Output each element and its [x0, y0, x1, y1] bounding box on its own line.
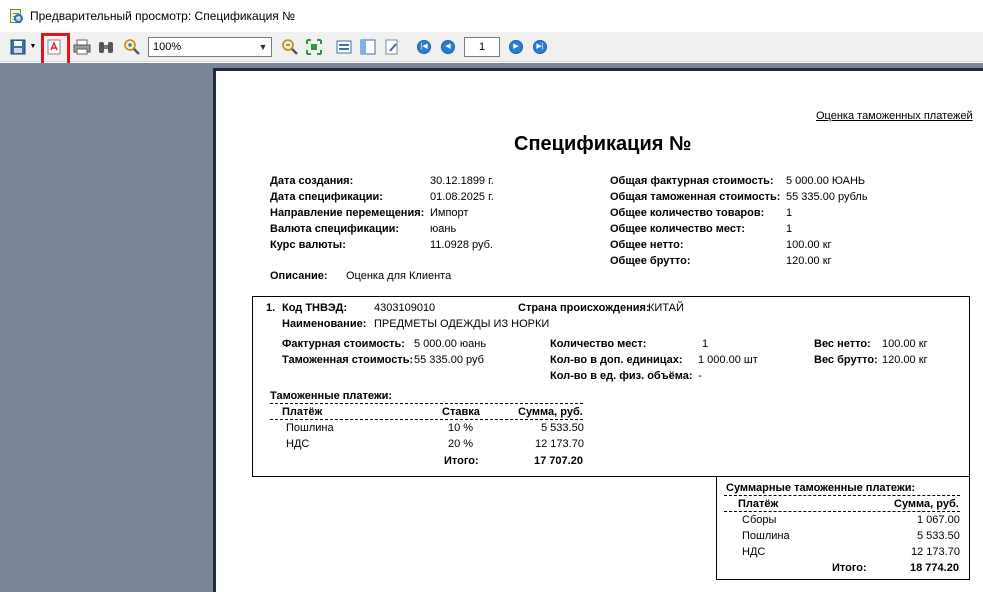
edit-page-icon[interactable] — [382, 37, 402, 57]
field-value: 5 000.00 ЮАНЬ — [786, 175, 866, 187]
net-weight-value: 100.00 кг — [882, 338, 928, 350]
page-number-input[interactable]: 1 — [464, 37, 500, 57]
customs-label: Таможенная стоимость: — [282, 354, 414, 366]
zoom-value: 100% — [153, 40, 182, 53]
field-value: 01.08.2025 г. — [430, 191, 494, 203]
tnved-label: Код ТНВЭД: — [282, 302, 347, 314]
field-label: Дата создания: — [270, 175, 354, 187]
field-label: Дата спецификации: — [270, 191, 383, 203]
item-number: 1. — [266, 302, 276, 314]
fit-page-icon[interactable] — [304, 37, 324, 57]
summary-total-label: Итого: — [832, 562, 867, 574]
field-label: Валюта спецификации: — [270, 223, 400, 235]
invoice-value: 5 000.00 юань — [414, 338, 487, 350]
zoom-out-icon[interactable] — [280, 37, 300, 57]
window-title: Предварительный просмотр: Спецификация № — [30, 9, 295, 23]
divider — [270, 419, 583, 420]
payments-title: Таможенные платежи: — [270, 390, 393, 402]
field-value: 30.12.1899 г. — [430, 175, 494, 187]
field-value: 1 — [786, 223, 793, 235]
field-value: 120.00 кг — [786, 255, 832, 267]
zoom-magnifier-icon[interactable] — [122, 37, 142, 57]
summary-row-sum: 12 173.70 — [911, 546, 960, 558]
field-value: Импорт — [430, 207, 469, 219]
payments-header-sum: Сумма, руб. — [518, 406, 583, 418]
payment-row-sum: 12 173.70 — [535, 438, 584, 450]
field-value: юань — [430, 223, 457, 235]
volume-label: Кол-во в ед. физ. объёма: — [550, 370, 693, 382]
customs-value: 55 335.00 руб — [414, 354, 484, 366]
invoice-label: Фактурная стоимость: — [282, 338, 405, 350]
name-value: ПРЕДМЕТЫ ОДЕЖДЫ ИЗ НОРКИ — [374, 318, 550, 330]
chevron-down-icon[interactable]: ▼ — [258, 41, 268, 52]
summary-header-name: Платёж — [738, 498, 779, 510]
title-bar — [0, 0, 983, 32]
summary-row-name: Сборы — [742, 514, 777, 526]
places-value: 1 — [702, 338, 709, 350]
field-value: 11.0928 руб. — [430, 239, 493, 251]
highlight-box — [41, 33, 70, 66]
summary-title: Суммарные таможенные платежи: — [726, 482, 916, 494]
summary-row-sum: 1 067.00 — [917, 514, 960, 526]
toolbar — [0, 32, 983, 62]
next-page-icon[interactable]: ▶ — [506, 37, 526, 57]
divider — [724, 511, 960, 512]
field-value: 1 — [786, 207, 793, 219]
payment-row-rate: 10 % — [448, 422, 474, 434]
field-label: Общее количество товаров: — [610, 207, 765, 219]
payment-row-rate: 20 % — [448, 438, 474, 450]
places-label: Количество мест: — [550, 338, 647, 350]
outline-icon[interactable] — [358, 37, 378, 57]
description-value: Оценка для Клиента — [346, 270, 452, 282]
volume-value: - — [698, 370, 702, 382]
save-icon[interactable] — [8, 37, 28, 57]
save-dropdown-arrow-icon[interactable]: ▼ — [29, 43, 37, 50]
field-label: Направление перемещения: — [270, 207, 425, 219]
country-value: КИТАЙ — [648, 302, 684, 314]
prev-page-icon[interactable]: ◀ — [438, 37, 458, 57]
field-label: Общая фактурная стоимость: — [610, 175, 774, 187]
country-label: Страна происхождения: — [518, 302, 650, 314]
preview-app-icon — [8, 8, 24, 24]
summary-row-name: НДС — [742, 546, 766, 558]
payment-row-sum: 5 533.50 — [541, 422, 584, 434]
addunits-label: Кол-во в доп. единицах: — [550, 354, 683, 366]
field-label: Курс валюты: — [270, 239, 346, 251]
gross-weight-value: 120.00 кг — [882, 354, 928, 366]
printer-icon[interactable] — [72, 37, 92, 57]
summary-row-name: Пошлина — [742, 530, 790, 542]
net-weight-label: Вес нетто: — [814, 338, 871, 350]
document-title: Спецификация № — [514, 133, 692, 155]
description-label: Описание: — [270, 270, 328, 282]
field-label: Общее брутто: — [610, 255, 691, 267]
gross-weight-label: Вес брутто: — [814, 354, 878, 366]
payments-header-rate: Ставка — [442, 406, 480, 418]
field-value: 55 335.00 рубль — [786, 191, 868, 203]
payments-total-value: 17 707.20 — [534, 455, 583, 467]
payments-total-label: Итого: — [444, 455, 479, 467]
divider — [724, 495, 960, 496]
summary-header-sum: Сумма, руб. — [894, 498, 959, 510]
field-value: 100.00 кг — [786, 239, 832, 251]
binoculars-icon[interactable] — [96, 37, 116, 57]
addunits-value: 1 000.00 шт — [698, 354, 758, 366]
divider — [270, 403, 583, 404]
tnved-value: 4303109010 — [374, 302, 436, 314]
payments-header-name: Платёж — [282, 406, 323, 418]
payment-row-name: НДС — [286, 438, 310, 450]
customs-payments-link[interactable]: Оценка таможенных платежей — [816, 110, 973, 122]
page-setup-icon[interactable] — [334, 37, 354, 57]
first-page-icon[interactable]: |◀ — [414, 37, 434, 57]
summary-total-value: 18 774.20 — [910, 562, 959, 574]
payment-row-name: Пошлина — [286, 422, 334, 434]
summary-row-sum: 5 533.50 — [917, 530, 960, 542]
field-label: Общее количество мест: — [610, 223, 746, 235]
name-label: Наименование: — [282, 318, 367, 330]
zoom-select[interactable] — [148, 37, 272, 57]
field-label: Общее нетто: — [610, 239, 684, 251]
field-label: Общая таможенная стоимость: — [610, 191, 781, 203]
last-page-icon[interactable]: ▶| — [530, 37, 550, 57]
